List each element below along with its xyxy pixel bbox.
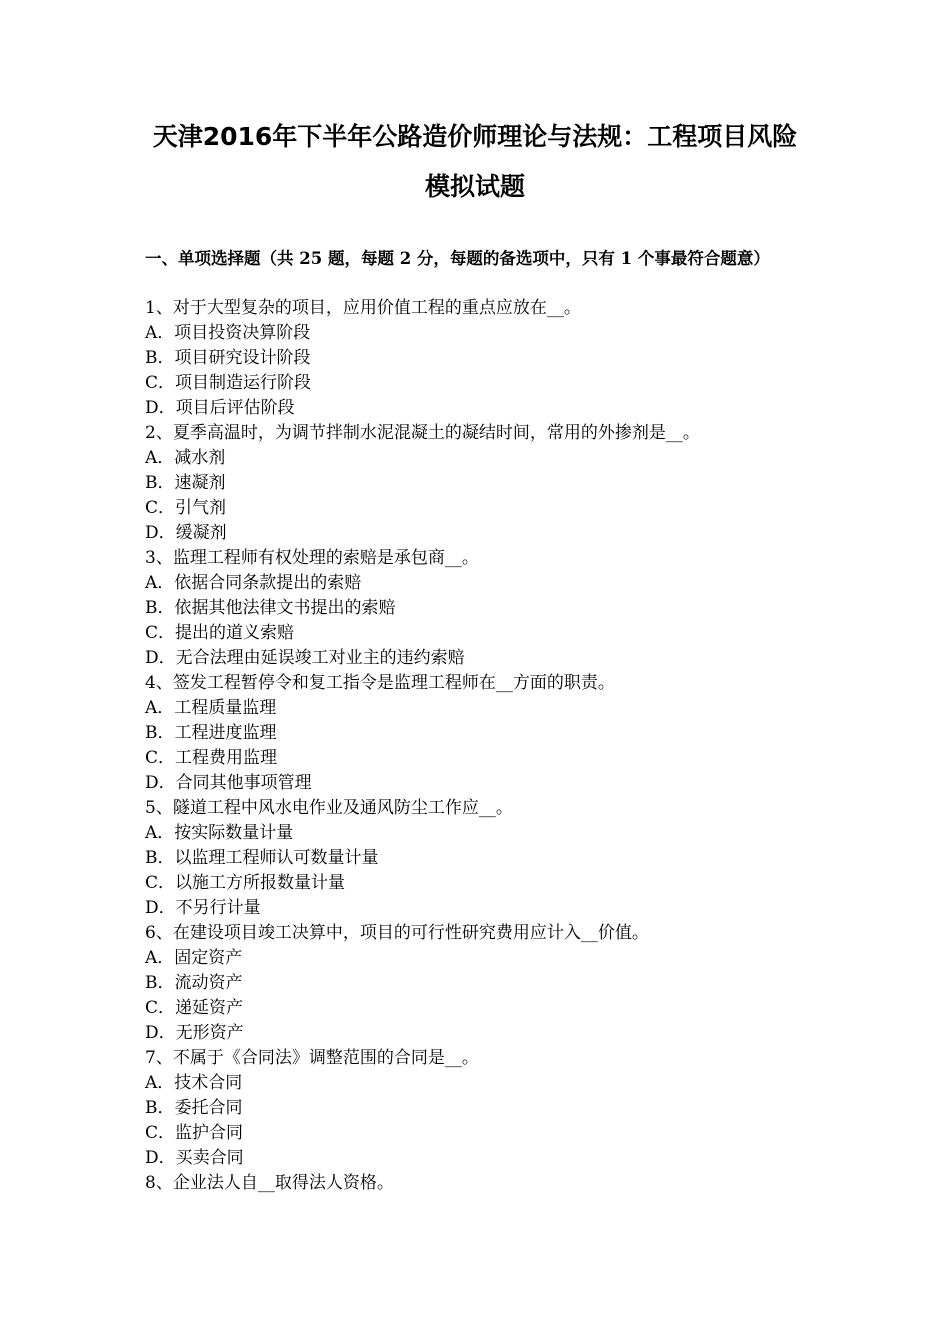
question-option: C．工程费用监理: [145, 748, 278, 768]
question-stem: 2、夏季高温时，为调节拌制水泥混凝土的凝结时间，常用的外掺剂是__。: [145, 423, 700, 443]
question-list: [145, 296, 845, 1196]
question-option: D．缓凝剂: [145, 523, 227, 543]
question-option: B．速凝剂: [145, 473, 226, 493]
question-option: D．不另行计量: [145, 898, 261, 918]
question-stem: 4、签发工程暂停令和复工指令是监理工程师在__方面的职责。: [145, 673, 615, 693]
question-option: D．无形资产: [145, 1023, 244, 1043]
question-option: A．技术合同: [145, 1073, 243, 1093]
question-option: D．合同其他事项管理: [145, 773, 312, 793]
question-stem: 6、在建设项目竣工决算中，项目的可行性研究费用应计入__价值。: [145, 923, 649, 943]
document-title-line-1: 天津2016年下半年公路造价师理论与法规：工程项目风险: [152, 122, 798, 151]
question-option: C．提出的道义索赔: [145, 623, 295, 643]
section-heading: 一、单项选择题（共 25 题，每题 2 分，每题的备选项中，只有 1 个事最符合题意）: [145, 249, 770, 268]
question-option: A．减水剂: [145, 448, 226, 468]
question-option: A．依据合同条款提出的索赔: [145, 573, 362, 593]
question-option: C．监护合同: [145, 1123, 244, 1143]
question-option: B．流动资产: [145, 973, 243, 993]
question-option: A．工程质量监理: [145, 698, 277, 718]
question-option: C．引气剂: [145, 498, 227, 518]
question-option: D．项目后评估阶段: [145, 398, 295, 418]
question-option: A．项目投资决算阶段: [145, 323, 311, 343]
question-stem: 8、企业法人自__取得法人资格。: [145, 1173, 394, 1193]
question-option: B．工程进度监理: [145, 723, 277, 743]
question-option: B．委托合同: [145, 1098, 243, 1118]
question-option: C．以施工方所报数量计量: [145, 873, 346, 893]
question-option: C．项目制造运行阶段: [145, 373, 312, 393]
question-option: D．买卖合同: [145, 1148, 244, 1168]
question-stem: 3、监理工程师有权处理的索赔是承包商__。: [145, 548, 479, 568]
question-option: B．以监理工程师认可数量计量: [145, 848, 379, 868]
question-option: A．固定资产: [145, 948, 243, 968]
question-option: A．按实际数量计量: [145, 823, 294, 843]
question-option: D．无合法理由延误竣工对业主的违约索赔: [145, 648, 465, 668]
question-stem: 5、隧道工程中风水电作业及通风防尘工作应__。: [145, 798, 513, 818]
question-stem: 1、对于大型复杂的项目，应用价值工程的重点应放在__。: [145, 298, 581, 318]
document-title-line-2: 模拟试题: [424, 172, 525, 201]
question-option: B．项目研究设计阶段: [145, 348, 311, 368]
question-option: C．递延资产: [145, 998, 244, 1018]
question-option: B．依据其他法律文书提出的索赔: [145, 598, 396, 618]
question-stem: 7、不属于《合同法》调整范围的合同是__。: [145, 1048, 479, 1068]
